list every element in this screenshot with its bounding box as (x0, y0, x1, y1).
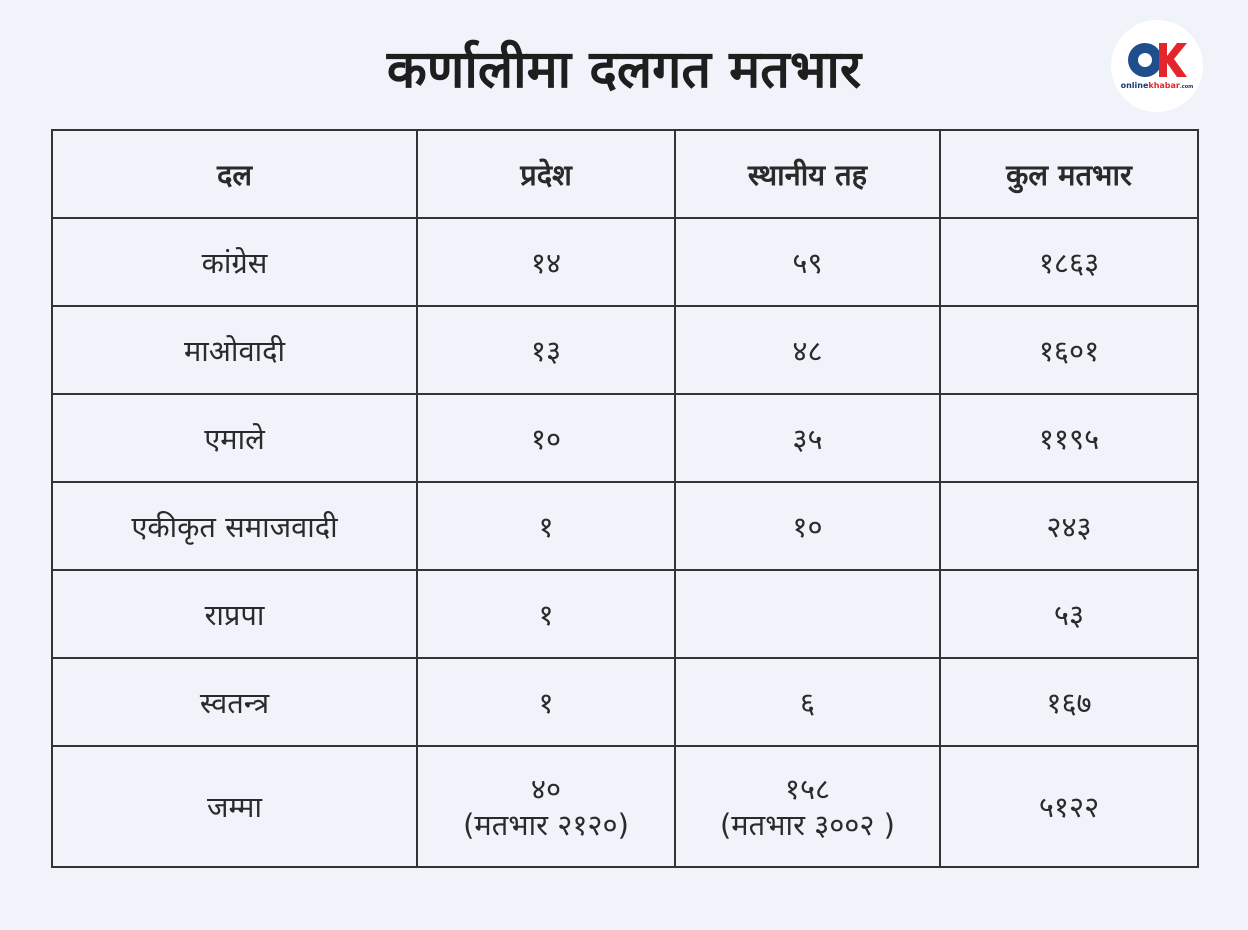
total-cell: १६७ (940, 658, 1198, 746)
local-level-cell: ६ (675, 658, 940, 746)
total-label-cell: जम्मा (52, 746, 417, 867)
total-cell: १८६३ (940, 218, 1198, 306)
local-level-cell: ४८ (675, 306, 940, 394)
logo-text-accent: khabar (1148, 81, 1180, 90)
province-cell: १० (417, 394, 675, 482)
logo-wordmark (1111, 81, 1203, 90)
ok-logo-icon (1125, 40, 1189, 80)
total-row (52, 746, 1198, 867)
total-local-level-cell (675, 746, 940, 867)
header-local-level: स्थानीय तह (675, 130, 940, 218)
total-cell: ११९५ (940, 394, 1198, 482)
table-row (52, 394, 1198, 482)
onlinekhabar-logo (1111, 20, 1203, 112)
page-title: कर्णालीमा दलगत मतभार (386, 40, 862, 100)
province-cell: १४ (417, 218, 675, 306)
total-local-level-value: १५८ (784, 771, 831, 806)
party-cell: कांग्रेस (52, 218, 417, 306)
table-row (52, 658, 1198, 746)
logo-text-suffix: .com (1179, 84, 1194, 90)
local-level-cell: ५९ (675, 218, 940, 306)
vote-weight-table (51, 129, 1199, 868)
total-cell: ५३ (940, 570, 1198, 658)
party-cell: राप्रपा (52, 570, 417, 658)
grand-total-cell: ५१२२ (940, 746, 1198, 867)
header-total-vote-weight: कुल मतभार (940, 130, 1198, 218)
logo-text-main: online (1120, 81, 1149, 90)
total-local-level-note: (मतभार ३००२ ) (719, 807, 896, 842)
total-province-note: (मतभार २१२०) (463, 807, 629, 842)
table-row (52, 218, 1198, 306)
table-row (52, 570, 1198, 658)
party-cell: एमाले (52, 394, 417, 482)
table-row (52, 482, 1198, 570)
header-party: दल (52, 130, 417, 218)
province-cell: १ (417, 658, 675, 746)
party-cell: माओवादी (52, 306, 417, 394)
local-level-cell: १० (675, 482, 940, 570)
table-row (52, 306, 1198, 394)
total-cell: २४३ (940, 482, 1198, 570)
province-cell: १ (417, 482, 675, 570)
province-cell: १ (417, 570, 675, 658)
party-cell: स्वतन्त्र (52, 658, 417, 746)
local-level-cell: ३५ (675, 394, 940, 482)
header-province: प्रदेश (417, 130, 675, 218)
table-header-row (52, 130, 1198, 218)
total-province-cell (417, 746, 675, 867)
province-cell: १३ (417, 306, 675, 394)
local-level-cell (675, 570, 940, 658)
total-province-value: ४० (530, 771, 562, 806)
party-cell: एकीकृत समाजवादी (52, 482, 417, 570)
total-cell: १६०१ (940, 306, 1198, 394)
